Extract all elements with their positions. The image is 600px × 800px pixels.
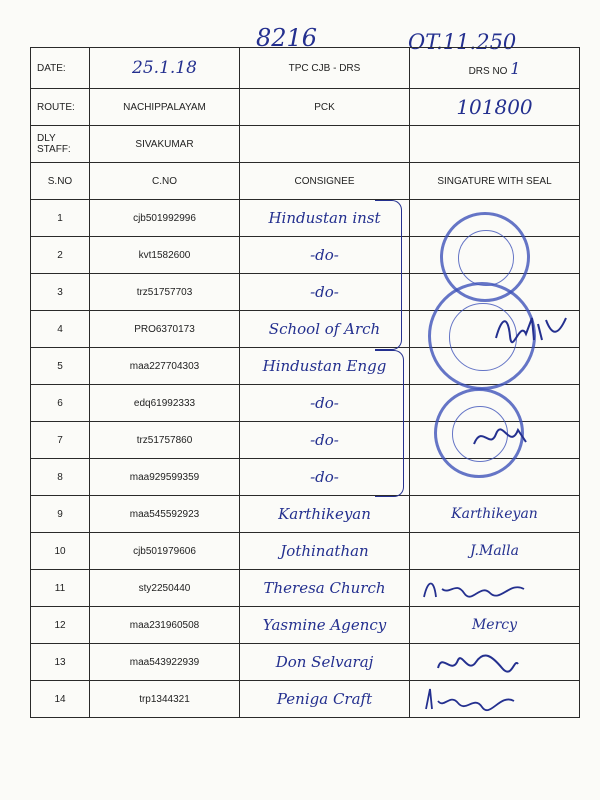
row-consignee: -do- [240, 385, 410, 422]
tpc-label: TPC CJB - DRS [240, 48, 410, 89]
drs-no-cell [410, 48, 580, 89]
row-sno: 10 [31, 533, 90, 570]
row-consignee: -do- [240, 459, 410, 496]
table-row [31, 496, 580, 533]
col-header-cno: C.NO [90, 163, 240, 200]
pck-label: PCK [240, 89, 410, 126]
row-cno: cjb501979606 [90, 533, 240, 570]
row-consignee: -do- [240, 274, 410, 311]
signature-scribble-icon [492, 310, 572, 350]
drs-no-label: DRS NO [468, 65, 508, 77]
row-consignee: -do- [240, 237, 410, 274]
row-consignee: Hindustan inst [240, 200, 410, 237]
signature-scribble-icon [420, 685, 520, 715]
row-consignee: -do- [240, 422, 410, 459]
route-label: ROUTE: [31, 89, 90, 126]
group-bracket-upper [375, 200, 402, 350]
row-consignee: Hindustan Engg [240, 348, 410, 385]
row-sno: 12 [31, 607, 90, 644]
group-bracket-lower [375, 350, 404, 497]
row-sno: 11 [31, 570, 90, 607]
top-number-handwritten: 8216 [256, 24, 318, 52]
row-sno: 4 [31, 311, 90, 348]
row-cno: trp1344321 [90, 681, 240, 718]
row-cno: maa231960508 [90, 607, 240, 644]
row-consignee: School of Arch [240, 311, 410, 348]
empty-cell [410, 126, 580, 163]
row-consignee: Karthikeyan [240, 496, 410, 533]
row-sno: 14 [31, 681, 90, 718]
row-sno: 5 [31, 348, 90, 385]
row-sno: 2 [31, 237, 90, 274]
table-row [31, 533, 580, 570]
route-value: NACHIPPALAYAM [90, 89, 240, 126]
row-cno: maa227704303 [90, 348, 240, 385]
row-sno: 8 [31, 459, 90, 496]
meta-row-date [31, 48, 580, 89]
row-sno: 9 [31, 496, 90, 533]
row-consignee: Yasmine Agency [240, 607, 410, 644]
row-consignee: Peniga Craft [240, 681, 410, 718]
col-header-signature: SINGATURE WITH SEAL [410, 163, 580, 200]
top-ref-handwritten: OT.11.250 [408, 30, 517, 54]
drs-no-value: 1 [510, 58, 521, 78]
signature-scribble-icon [470, 420, 530, 456]
row-sno: 3 [31, 274, 90, 311]
table-row [31, 607, 580, 644]
signature-scribble-icon [432, 648, 522, 678]
meta-row-staff [31, 126, 580, 163]
row-cno: kvt1582600 [90, 237, 240, 274]
row-cno: edq61992333 [90, 385, 240, 422]
dly-staff-label: DLY STAFF: [31, 126, 90, 163]
dly-staff-value: SIVAKUMAR [90, 126, 240, 163]
row-cno: PRO6370173 [90, 311, 240, 348]
col-header-consignee: CONSIGNEE [240, 163, 410, 200]
row-sno: 13 [31, 644, 90, 681]
row-sno: 6 [31, 385, 90, 422]
row-cno: trz51757703 [90, 274, 240, 311]
date-label: DATE: [31, 48, 90, 89]
row-cno: maa545592923 [90, 496, 240, 533]
row-consignee: Jothinathan [240, 533, 410, 570]
row-cno: cjb501992996 [90, 200, 240, 237]
row-signature: Karthikeyan [410, 496, 580, 533]
row-cno: trz51757860 [90, 422, 240, 459]
empty-cell [240, 126, 410, 163]
row-sno: 1 [31, 200, 90, 237]
row-cno: maa929599359 [90, 459, 240, 496]
row-cno: sty2250440 [90, 570, 240, 607]
meta-row-route [31, 89, 580, 126]
row-sno: 7 [31, 422, 90, 459]
signature-scribble-icon [420, 575, 530, 603]
row-signature: Mercy [410, 607, 580, 644]
row-consignee: Don Selvaraj [240, 644, 410, 681]
col-header-sno: S.NO [31, 163, 90, 200]
row-signature: J.Malla [410, 533, 580, 570]
pck-value: 101800 [410, 89, 580, 126]
row-cno: maa543922939 [90, 644, 240, 681]
column-header-row [31, 163, 580, 200]
row-consignee: Theresa Church [240, 570, 410, 607]
date-value: 25.1.18 [90, 48, 240, 89]
